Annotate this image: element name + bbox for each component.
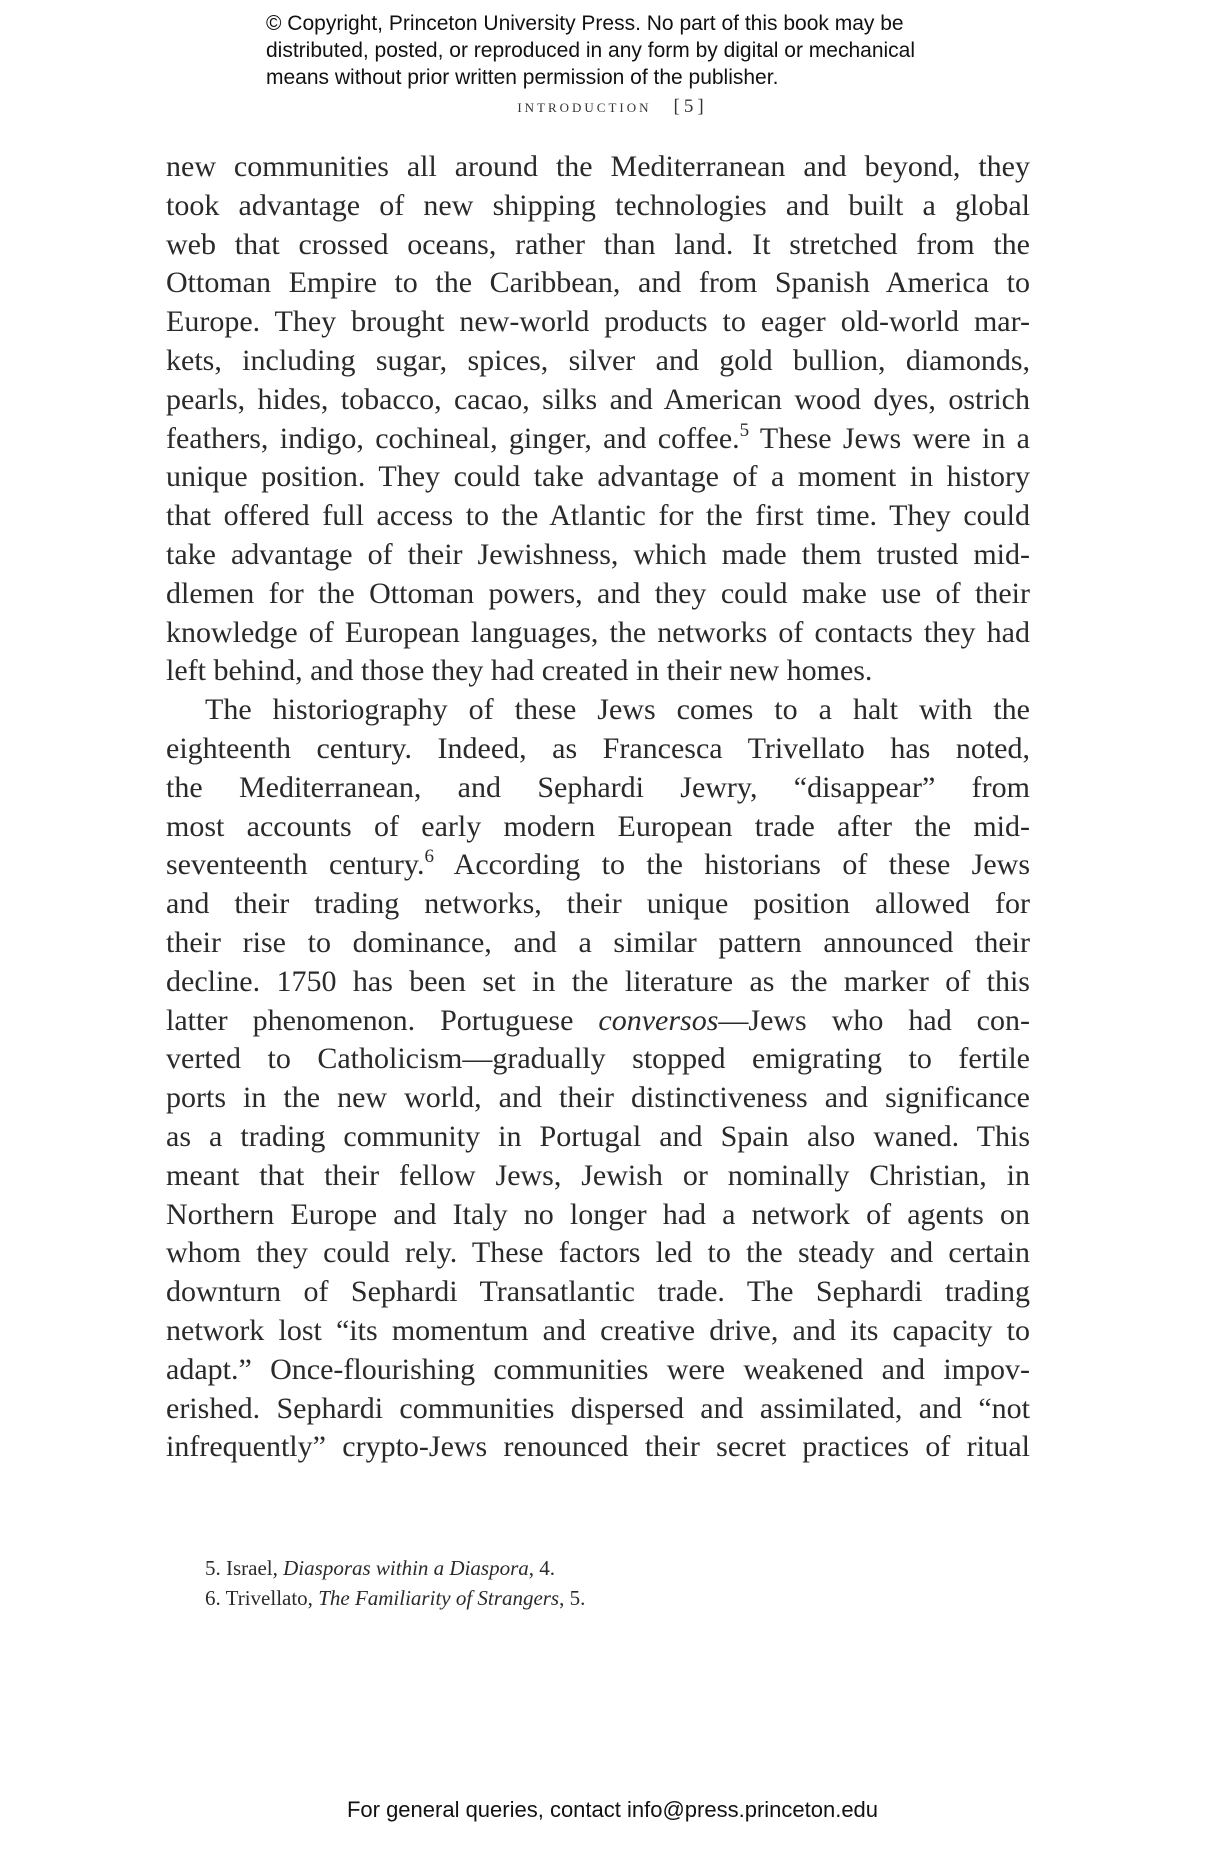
text-line: adapt.” Once-flourishing communities were weakened and impov- — [166, 1352, 1030, 1386]
text-line: their rise to dominance, and a similar pattern announced their — [166, 925, 1030, 959]
copyright-line: means without prior written permission of the publisher. — [266, 66, 779, 89]
footnote-5 — [205, 1553, 1005, 1583]
footnote-text: 6. Trivellato, — [205, 1586, 319, 1610]
text-line: as a trading community in Portugal and Spain also waned. This — [166, 1119, 1030, 1153]
text-line: Ottoman Empire to the Caribbean, and from Spanish America to — [166, 266, 1030, 300]
copyright-notice — [266, 10, 986, 91]
text-line — [166, 846, 1030, 885]
text-fragment: According to the historians of these Jews — [433, 848, 1030, 882]
text-line: The historiography of these Jews comes to a halt with the — [205, 693, 1030, 727]
footnote-text: , 5. — [559, 1586, 586, 1610]
text-fragment: seventeenth century. — [166, 848, 425, 882]
page-number: [5] — [673, 96, 708, 117]
footer-contact: For general queries, contact info@press.princeton.edu — [346, 1797, 879, 1822]
text-fragment: These Jews were in a — [749, 421, 1030, 455]
text-line: and their trading networks, their unique position allowed for — [166, 887, 1030, 921]
text-fragment: feathers, indigo, cochineal, ginger, and coffee. — [166, 421, 740, 455]
text-fragment: latter phenomenon. Portuguese — [166, 1003, 599, 1037]
text-line: Europe. They brought new-world products to eager old-world mar- — [166, 305, 1030, 339]
text-line: kets, including sugar, spices, silver and gold bullion, diamonds, — [166, 343, 1030, 377]
text-line: pearls, hides, tobacco, cacao, silks and American wood dyes, ostrich — [166, 382, 1030, 416]
text-line: whom they could rely. These factors led to the steady and certain — [166, 1236, 1030, 1270]
text-line: knowledge of European languages, the networks of contacts they had — [166, 615, 1030, 649]
footnote-text: , 4. — [528, 1556, 556, 1580]
text-line: web that crossed oceans, rather than land. It stretched from the — [166, 227, 1030, 261]
text-line: network lost “its momentum and creative drive, and its capacity to — [166, 1313, 1030, 1347]
copyright-line: © Copyright, Princeton University Press. No part of this book may be — [266, 12, 904, 35]
text-fragment: —Jews who had con- — [718, 1003, 1030, 1037]
text-line: the Mediterranean, and Sephardi Jewry, “disappear” from — [166, 770, 1030, 804]
text-line: eighteenth century. Indeed, as Francesca Trivellato has noted, — [166, 731, 1030, 765]
footnotes — [205, 1553, 1005, 1613]
text-line: meant that their fellow Jews, Jewish or nominally Christian, in — [166, 1158, 1030, 1192]
body-text — [166, 148, 1030, 1467]
text-line: ports in the new world, and their distinctiveness and significance — [166, 1081, 1030, 1115]
text-line: erished. Sephardi communities dispersed and assimilated, and “not — [166, 1391, 1030, 1425]
text-line — [166, 1002, 1030, 1041]
section-title: introduction — [517, 96, 652, 117]
text-line: infrequently” crypto-Jews renounced their secret practices of ritual — [166, 1430, 1030, 1464]
text-line: took advantage of new shipping technologies and built a global — [166, 188, 1030, 222]
text-line: unique position. They could take advantage of a moment in history — [166, 460, 1030, 494]
text-line: take advantage of their Jewishness, which made them trusted mid- — [166, 537, 1030, 571]
running-head — [0, 96, 1225, 118]
text-line: left behind, and those they had created in their new homes. — [166, 654, 873, 688]
paragraph-2 — [166, 691, 1030, 1467]
text-line: decline. 1750 has been set in the literature as the marker of this — [166, 964, 1030, 998]
text-line: downturn of Sephardi Transatlantic trade. The Sephardi trading — [166, 1275, 1030, 1309]
footnote-title: Diasporas within a Diaspora — [283, 1556, 529, 1580]
italic-term: conversos — [598, 1003, 719, 1037]
text-line: new communities all around the Mediterranean and beyond, they — [166, 150, 1030, 183]
text-line — [166, 420, 1030, 459]
copyright-line: distributed, posted, or reproduced in any form by digital or mechanical — [266, 39, 916, 62]
text-line: that offered full access to the Atlantic for the first time. They could — [166, 499, 1030, 533]
footnote-6 — [205, 1583, 1005, 1613]
paragraph-1 — [166, 148, 1030, 691]
footnote-text: 5. Israel, — [205, 1556, 284, 1580]
text-line: dlemen for the Ottoman powers, and they could make use of their — [166, 576, 1030, 610]
text-line: verted to Catholicism—gradually stopped emigrating to fertile — [166, 1042, 1030, 1076]
footnote-ref-6[interactable]: 6 — [424, 846, 434, 868]
footnote-ref-5[interactable]: 5 — [739, 419, 750, 441]
footnote-title: The Familiarity of Strangers — [318, 1586, 560, 1610]
text-line: most accounts of early modern European trade after the mid- — [166, 809, 1030, 843]
text-line: Northern Europe and Italy no longer had a network of agents on — [166, 1197, 1030, 1231]
